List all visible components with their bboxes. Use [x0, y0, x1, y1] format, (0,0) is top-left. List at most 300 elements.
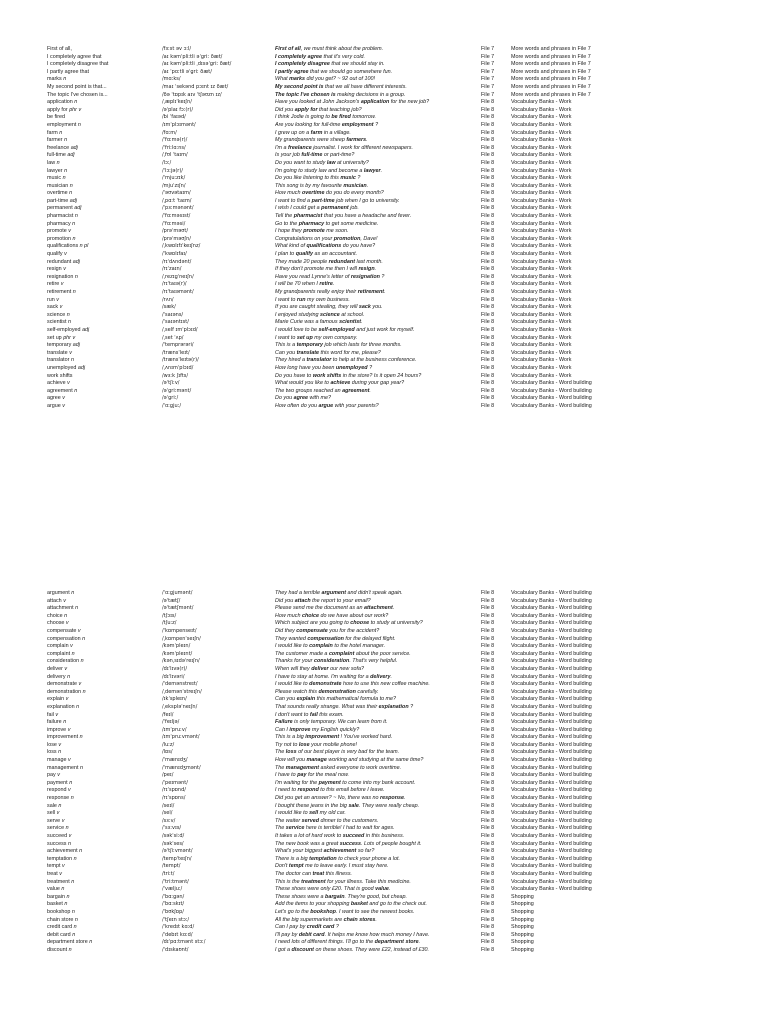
- example-cell: [275, 114, 477, 122]
- table-row: [0, 274, 768, 282]
- part-of-speech: adj: [72, 342, 80, 349]
- part-of-speech: v: [67, 380, 70, 387]
- table-row: [0, 327, 768, 335]
- section-cell: Vocabulary Banks - Work: [511, 167, 572, 174]
- example-post: our new sofa?: [328, 665, 365, 672]
- part-of-speech: n: [64, 167, 68, 174]
- example-cell: [275, 674, 477, 682]
- table-row: [0, 99, 768, 107]
- part-of-speech: v: [56, 810, 60, 817]
- word-cell: [47, 666, 157, 674]
- example-cell: [275, 107, 477, 115]
- file-cell: File 8: [481, 597, 495, 604]
- pronunciation-cell: /ˈtʃeɪn stɔː/: [162, 916, 190, 923]
- table-row: [0, 76, 768, 84]
- part-of-speech: v: [63, 597, 66, 604]
- pronunciation-cell: /kənˌsɪdəˈreɪʃn/: [162, 658, 200, 665]
- word-cell: [47, 114, 157, 122]
- word-term: succeed: [47, 833, 68, 839]
- word-term: argument: [47, 590, 70, 596]
- word-cell: [47, 236, 157, 244]
- word-cell: [47, 947, 157, 955]
- word-term: lose: [47, 741, 57, 748]
- word-term: debit card: [47, 931, 71, 938]
- pronunciation-cell: /trænsˈleɪtə(r)/: [162, 357, 199, 364]
- file-cell: File 8: [481, 711, 495, 718]
- word-cell: [47, 787, 157, 795]
- word-cell: [47, 137, 157, 145]
- pronunciation-cell: /tempt/: [162, 863, 181, 870]
- part-of-speech: n: [59, 129, 63, 136]
- pronunciation-cell: /rɪˈdʌndənt/: [162, 258, 192, 265]
- example-keyword: demonstrate: [309, 681, 342, 688]
- section-cell: More words and phrases in File 7: [511, 53, 591, 60]
- word-cell: [47, 643, 157, 651]
- example-pre: That sounds really strange. What was their: [275, 703, 379, 710]
- section-cell: Vocabulary Banks - Work: [511, 311, 572, 318]
- part-of-speech: adj: [82, 326, 90, 333]
- section-cell: Shopping: [511, 939, 534, 946]
- section-cell: Vocabulary Banks - Word building: [511, 402, 592, 409]
- section-cell: Shopping: [511, 931, 534, 938]
- section-cell: Vocabulary Banks - Work: [511, 266, 572, 273]
- example-keyword: temporary: [296, 342, 323, 349]
- part-of-speech: n: [74, 213, 78, 220]
- file-cell: File 8: [481, 114, 495, 121]
- section-cell: Vocabulary Banks - Work: [511, 114, 572, 121]
- example-pre: This song is by my favourite: [275, 182, 344, 189]
- word-cell: [47, 122, 157, 130]
- example-keyword: agree: [293, 395, 308, 402]
- pronunciation-cell: /aɪ kəmˈpliːtli ˌdɪsəˈɡriː ðæt/: [162, 61, 232, 68]
- example-post: so far?: [356, 848, 375, 855]
- file-cell: File 8: [481, 665, 495, 672]
- table-row: [0, 598, 768, 606]
- word-term: treatment: [47, 878, 70, 885]
- example-keyword: argue: [318, 402, 334, 409]
- part-of-speech: v: [67, 757, 71, 764]
- example-pre: The two groups reached an: [275, 387, 343, 394]
- example-pre: Have you read Lynne's letter of: [275, 273, 351, 280]
- example-post: for the meal now.: [306, 772, 350, 779]
- example-post: on these shoes. They were £22, instead of £30.: [313, 946, 430, 953]
- table-row: [0, 61, 768, 69]
- part-of-speech: n: [56, 159, 60, 166]
- file-cell: File 8: [481, 620, 495, 627]
- example-post: .: [361, 319, 363, 326]
- table-row: [0, 719, 768, 727]
- example-post: for the new job?: [389, 99, 430, 106]
- pronunciation-cell: /peɪ/: [162, 772, 174, 779]
- example-keyword: science: [319, 311, 340, 318]
- example-pre: They hired a: [275, 357, 307, 364]
- example-keyword: lose: [298, 741, 310, 748]
- section-cell: Vocabulary Banks - Work: [511, 273, 572, 280]
- example-keyword: service: [285, 825, 305, 832]
- pronunciation-cell: /ˌset ˈʌp/: [162, 334, 184, 341]
- pronunciation-cell: /ˌʌnɪmˈplɔɪd/: [162, 364, 194, 371]
- part-of-speech: n: [72, 289, 76, 295]
- example-cell: [275, 803, 477, 811]
- example-pre: Let's go to the: [275, 908, 311, 915]
- word-term: musician: [47, 182, 69, 189]
- pronunciation-cell: /prəˈməʊt/: [162, 228, 189, 235]
- example-cell: [275, 221, 477, 229]
- file-cell: File 8: [481, 840, 495, 847]
- pronunciation-cell: /luːz/: [162, 741, 175, 748]
- table-row: [0, 772, 768, 780]
- example-keyword: retire: [319, 281, 333, 288]
- example-post: as an accountant.: [313, 251, 358, 258]
- word-term: attachment: [47, 605, 74, 612]
- example-pre: Try not to: [275, 741, 299, 748]
- example-keyword: musician: [343, 182, 367, 189]
- file-cell: File 8: [481, 741, 495, 748]
- example-keyword: choice: [301, 612, 320, 619]
- example-post: how to use this new coffee machine.: [341, 681, 430, 688]
- example-pre: Do you want to study: [275, 159, 327, 166]
- table-row: [0, 160, 768, 168]
- example-keyword: farmers: [346, 137, 367, 144]
- word-cell: [47, 145, 157, 153]
- example-keyword: debit card: [298, 931, 325, 938]
- example-post: to get some medicine.: [324, 220, 379, 227]
- example-post: .: [332, 281, 335, 288]
- table-row: [0, 947, 768, 955]
- example-post: .: [375, 916, 377, 923]
- example-post: during your gap year?: [350, 380, 405, 387]
- example-keyword: success: [339, 840, 362, 847]
- table-row: [0, 46, 768, 54]
- example-keyword: department store: [374, 939, 419, 946]
- table-row: [0, 92, 768, 100]
- word-cell: [47, 380, 157, 388]
- word-term: choice: [47, 612, 63, 619]
- word-term: qualifications: [47, 243, 79, 250]
- table-row: [0, 917, 768, 925]
- part-of-speech: n: [62, 175, 66, 182]
- word-term: value: [47, 886, 60, 893]
- example-pre: I wish I could get a: [275, 205, 322, 212]
- example-pre: These shoes were a: [275, 893, 326, 900]
- word-term: complain: [47, 643, 69, 650]
- example-keyword: overtime: [301, 190, 325, 197]
- example-post: this illness.: [324, 870, 353, 877]
- example-pre: What would you like to: [275, 380, 331, 387]
- file-cell: File 8: [481, 779, 495, 786]
- word-cell: [47, 620, 157, 628]
- example-keyword: chain stores: [343, 916, 376, 923]
- table-row: [0, 757, 768, 765]
- section-cell: Vocabulary Banks - Word building: [511, 848, 592, 855]
- table-row: [0, 137, 768, 145]
- word-cell: [47, 228, 157, 236]
- table-row: [0, 681, 768, 689]
- example-cell: [275, 757, 477, 765]
- pronunciation-cell: /ˈɑːɡjumənt/: [162, 590, 193, 596]
- section-cell: Vocabulary Banks - Word building: [511, 764, 592, 771]
- part-of-speech: n: [71, 590, 75, 596]
- word-term: lawyer: [47, 167, 63, 174]
- word-term: set up: [47, 334, 62, 341]
- pronunciation-cell: /ˌrezɪɡˈneɪʃn/: [162, 273, 194, 280]
- pronunciation-cell: /ɪmˈpruːvmənt/: [162, 734, 200, 741]
- example-post: tomorrow.: [350, 114, 376, 121]
- example-keyword: complaint: [328, 650, 355, 657]
- example-pre: I bought these jeans in the big: [275, 802, 349, 809]
- example-pre: They made 20 people: [275, 258, 329, 265]
- example-keyword: lawyer: [363, 167, 381, 174]
- part-of-speech: adj: [69, 197, 77, 204]
- example-cell: [275, 213, 477, 221]
- part-of-speech: phr v: [69, 106, 82, 113]
- word-cell: [47, 848, 157, 856]
- pronunciation-cell: /ˈbɑːskɪt/: [162, 901, 185, 908]
- example-cell: [275, 122, 477, 130]
- part-of-speech: v: [77, 627, 81, 634]
- file-cell: File 8: [481, 802, 495, 809]
- table-row: [0, 297, 768, 305]
- file-cell: File 8: [481, 749, 495, 756]
- example-cell: [275, 848, 477, 856]
- word-term: permanent: [47, 205, 73, 212]
- example-post: making decisions in a group.: [335, 91, 406, 98]
- section-cell: Vocabulary Banks - Word building: [511, 817, 592, 824]
- example-pre: If you are caught stealing, they will: [275, 304, 359, 311]
- word-term: employment: [47, 121, 77, 128]
- part-of-speech: n: [64, 901, 68, 908]
- pronunciation-cell: /ðə ˈtɒpɪk aɪv ˈtʃəʊzn ɪz/: [162, 91, 222, 98]
- example-keyword: credit card: [306, 924, 335, 931]
- table-row: [0, 236, 768, 244]
- word-cell: [47, 795, 157, 803]
- section-cell: Shopping: [511, 901, 534, 908]
- part-of-speech: n: [71, 908, 75, 915]
- example-cell: [275, 810, 477, 818]
- section-cell: Vocabulary Banks - Word building: [511, 779, 592, 786]
- part-of-speech: n: [63, 76, 67, 83]
- example-keyword: self-employed: [318, 326, 355, 333]
- example-pre: How often do you: [275, 402, 319, 409]
- example-keyword: Failure: [275, 719, 293, 726]
- example-cell: [275, 160, 477, 168]
- file-cell: File 8: [481, 152, 495, 159]
- section-cell: Vocabulary Banks - Word building: [511, 863, 592, 870]
- pronunciation-cell: /ˈkredɪt kɑːd/: [162, 924, 195, 931]
- file-cell: File 8: [481, 220, 495, 227]
- word-term: agreement: [47, 387, 73, 394]
- section-cell: Vocabulary Banks - Word building: [511, 825, 592, 832]
- file-cell: File 8: [481, 311, 495, 318]
- pronunciation-cell: /ˈbɑːɡən/: [162, 893, 185, 900]
- example-cell: [275, 99, 477, 107]
- pronunciation-cell: /ˈfeɪljə/: [162, 719, 180, 726]
- word-cell: [47, 221, 157, 229]
- example-keyword: The topic I've chosen is: [275, 91, 336, 98]
- section-cell: Vocabulary Banks - Word building: [511, 650, 592, 657]
- example-pre: Which subject are you going to: [275, 620, 351, 627]
- part-of-speech: n: [69, 779, 73, 786]
- example-cell: [275, 395, 477, 403]
- example-cell: [275, 818, 477, 826]
- example-pre: Don't: [275, 863, 289, 870]
- example-post: about the poor service.: [354, 650, 411, 657]
- word-cell: [47, 825, 157, 833]
- file-cell: File 7: [481, 91, 495, 98]
- example-cell: [275, 932, 477, 940]
- word-term: qualify: [47, 251, 63, 258]
- word-term: attach: [47, 597, 62, 604]
- table-row: [0, 841, 768, 849]
- section-cell: Vocabulary Banks - Work: [511, 99, 572, 106]
- table-row: [0, 251, 768, 259]
- example-keyword: part-time: [311, 197, 335, 204]
- example-keyword: full-time: [301, 152, 323, 159]
- example-post: that you have a headache and fever.: [322, 213, 412, 220]
- part-of-speech: v: [65, 620, 69, 627]
- word-cell: [47, 749, 157, 757]
- file-cell: File 8: [481, 772, 495, 779]
- example-cell: [275, 312, 477, 320]
- example-cell: [275, 190, 477, 198]
- word-term: achievement: [47, 848, 78, 855]
- example-cell: [275, 712, 477, 720]
- example-keyword: translator: [306, 357, 332, 364]
- example-post: .: [392, 605, 395, 612]
- word-term: improve: [47, 726, 67, 733]
- file-cell: File 8: [481, 167, 495, 174]
- example-cell: [275, 590, 477, 598]
- example-keyword: sack: [358, 304, 371, 311]
- example-cell: [275, 130, 477, 138]
- word-cell: [47, 841, 157, 849]
- table-row: [0, 643, 768, 651]
- section-cell: Vocabulary Banks - Work: [511, 190, 572, 197]
- file-cell: File 8: [481, 908, 495, 915]
- word-term: success: [47, 840, 67, 847]
- file-cell: File 8: [481, 213, 495, 220]
- file-cell: File 8: [481, 190, 495, 197]
- word-cell: [47, 342, 157, 350]
- example-cell: [275, 145, 477, 153]
- example-pre: I have to stay at home. I'm waiting for a: [275, 673, 371, 680]
- pronunciation-cell: /mjuˈzɪʃn/: [162, 182, 186, 189]
- table-row: [0, 590, 768, 598]
- part-of-speech: n: [79, 764, 83, 771]
- part-of-speech: n: [69, 182, 73, 189]
- word-term: improvement: [47, 734, 79, 741]
- table-row: [0, 243, 768, 251]
- pronunciation-cell: /ɪmˈpruːv/: [162, 726, 187, 733]
- section-cell: Vocabulary Banks - Word building: [511, 734, 592, 741]
- example-cell: [275, 628, 477, 636]
- word-cell: [47, 130, 157, 138]
- file-cell: File 8: [481, 893, 495, 900]
- example-keyword: qualify: [295, 251, 314, 258]
- table-row: [0, 152, 768, 160]
- example-cell: [275, 266, 477, 274]
- table-row: [0, 712, 768, 720]
- pronunciation-cell: /trænsˈleɪt/: [162, 349, 190, 356]
- pronunciation-cell: /ˈsaɪəns/: [162, 311, 184, 318]
- section-cell: Vocabulary Banks - Work: [511, 296, 572, 303]
- example-pre: It takes a lot of hard work to: [275, 833, 343, 839]
- table-row: [0, 84, 768, 92]
- pronunciation-cell: /əˈtʃiːv/: [162, 380, 180, 387]
- example-post: in the store? Is it open 24 hours?: [341, 372, 422, 379]
- word-term: pharmacist: [47, 213, 74, 220]
- table-row: [0, 696, 768, 704]
- word-cell: [47, 613, 157, 621]
- word-cell: [47, 681, 157, 689]
- example-pre: These shoes were only £20. That is good: [275, 886, 376, 893]
- table-row: [0, 749, 768, 757]
- pronunciation-cell: /bi ˈfaɪəd/: [162, 114, 186, 121]
- word-term: loss: [47, 749, 57, 756]
- word-cell: [47, 312, 157, 320]
- example-pre: Did you: [275, 106, 295, 113]
- word-cell: [47, 863, 157, 871]
- file-cell: File 8: [481, 380, 495, 387]
- table-row: [0, 335, 768, 343]
- word-cell: [47, 856, 157, 864]
- part-of-speech: n: [69, 190, 73, 197]
- example-pre: I want to find a: [275, 197, 312, 204]
- example-keyword: value: [375, 886, 389, 893]
- section-cell: Vocabulary Banks - Work: [511, 144, 572, 151]
- word-cell: [47, 160, 157, 168]
- section-cell: Vocabulary Banks - Word building: [511, 703, 592, 710]
- word-cell: [47, 780, 157, 788]
- example-pre: Congratulations on your: [275, 235, 334, 242]
- part-of-speech: adj: [72, 258, 80, 265]
- pronunciation-cell: /ˈlɔːjə(r)/: [162, 167, 183, 174]
- section-cell: More words and phrases in File 7: [511, 46, 591, 52]
- word-cell: [47, 61, 157, 69]
- example-post: .: [404, 795, 406, 802]
- word-term: I partly agree that: [47, 68, 89, 75]
- example-post: . I want to see the newest books.: [335, 908, 415, 915]
- part-of-speech: v: [63, 266, 66, 273]
- pronunciation-cell: /maɪ ˈsekənd pɔɪnt ɪz ðæt/: [162, 83, 229, 90]
- section-cell: Vocabulary Banks - Word building: [511, 795, 592, 802]
- table-row: [0, 901, 768, 909]
- example-post: to check your phone a lot.: [336, 855, 400, 862]
- table-row: [0, 130, 768, 138]
- part-of-speech: v: [56, 296, 59, 303]
- part-of-speech: n: [61, 886, 65, 893]
- example-cell: [275, 327, 477, 335]
- example-post: my own company.: [312, 334, 358, 341]
- example-pre: Can you: [275, 349, 297, 356]
- word-term: translator: [47, 357, 70, 364]
- section-cell: Vocabulary Banks - Work: [511, 137, 572, 144]
- pronunciation-cell: /triːt/: [162, 870, 175, 877]
- table-row: [0, 69, 768, 77]
- word-term: retire: [47, 281, 60, 288]
- table-row: [0, 894, 768, 902]
- file-cell: File 8: [481, 650, 495, 657]
- example-pre: The doctor can: [275, 870, 313, 877]
- example-pre: I would love to be: [275, 326, 319, 333]
- example-post: to help at the business conference.: [331, 357, 417, 364]
- example-post: in this business.: [364, 833, 405, 839]
- word-term: fail: [47, 711, 54, 718]
- example-keyword: manage: [306, 757, 327, 764]
- pronunciation-cell: /əˈtætʃmənt/: [162, 605, 194, 612]
- part-of-speech: n: [66, 893, 70, 900]
- pronunciation-cell: /fɜːst əv ɔːl/: [162, 46, 192, 52]
